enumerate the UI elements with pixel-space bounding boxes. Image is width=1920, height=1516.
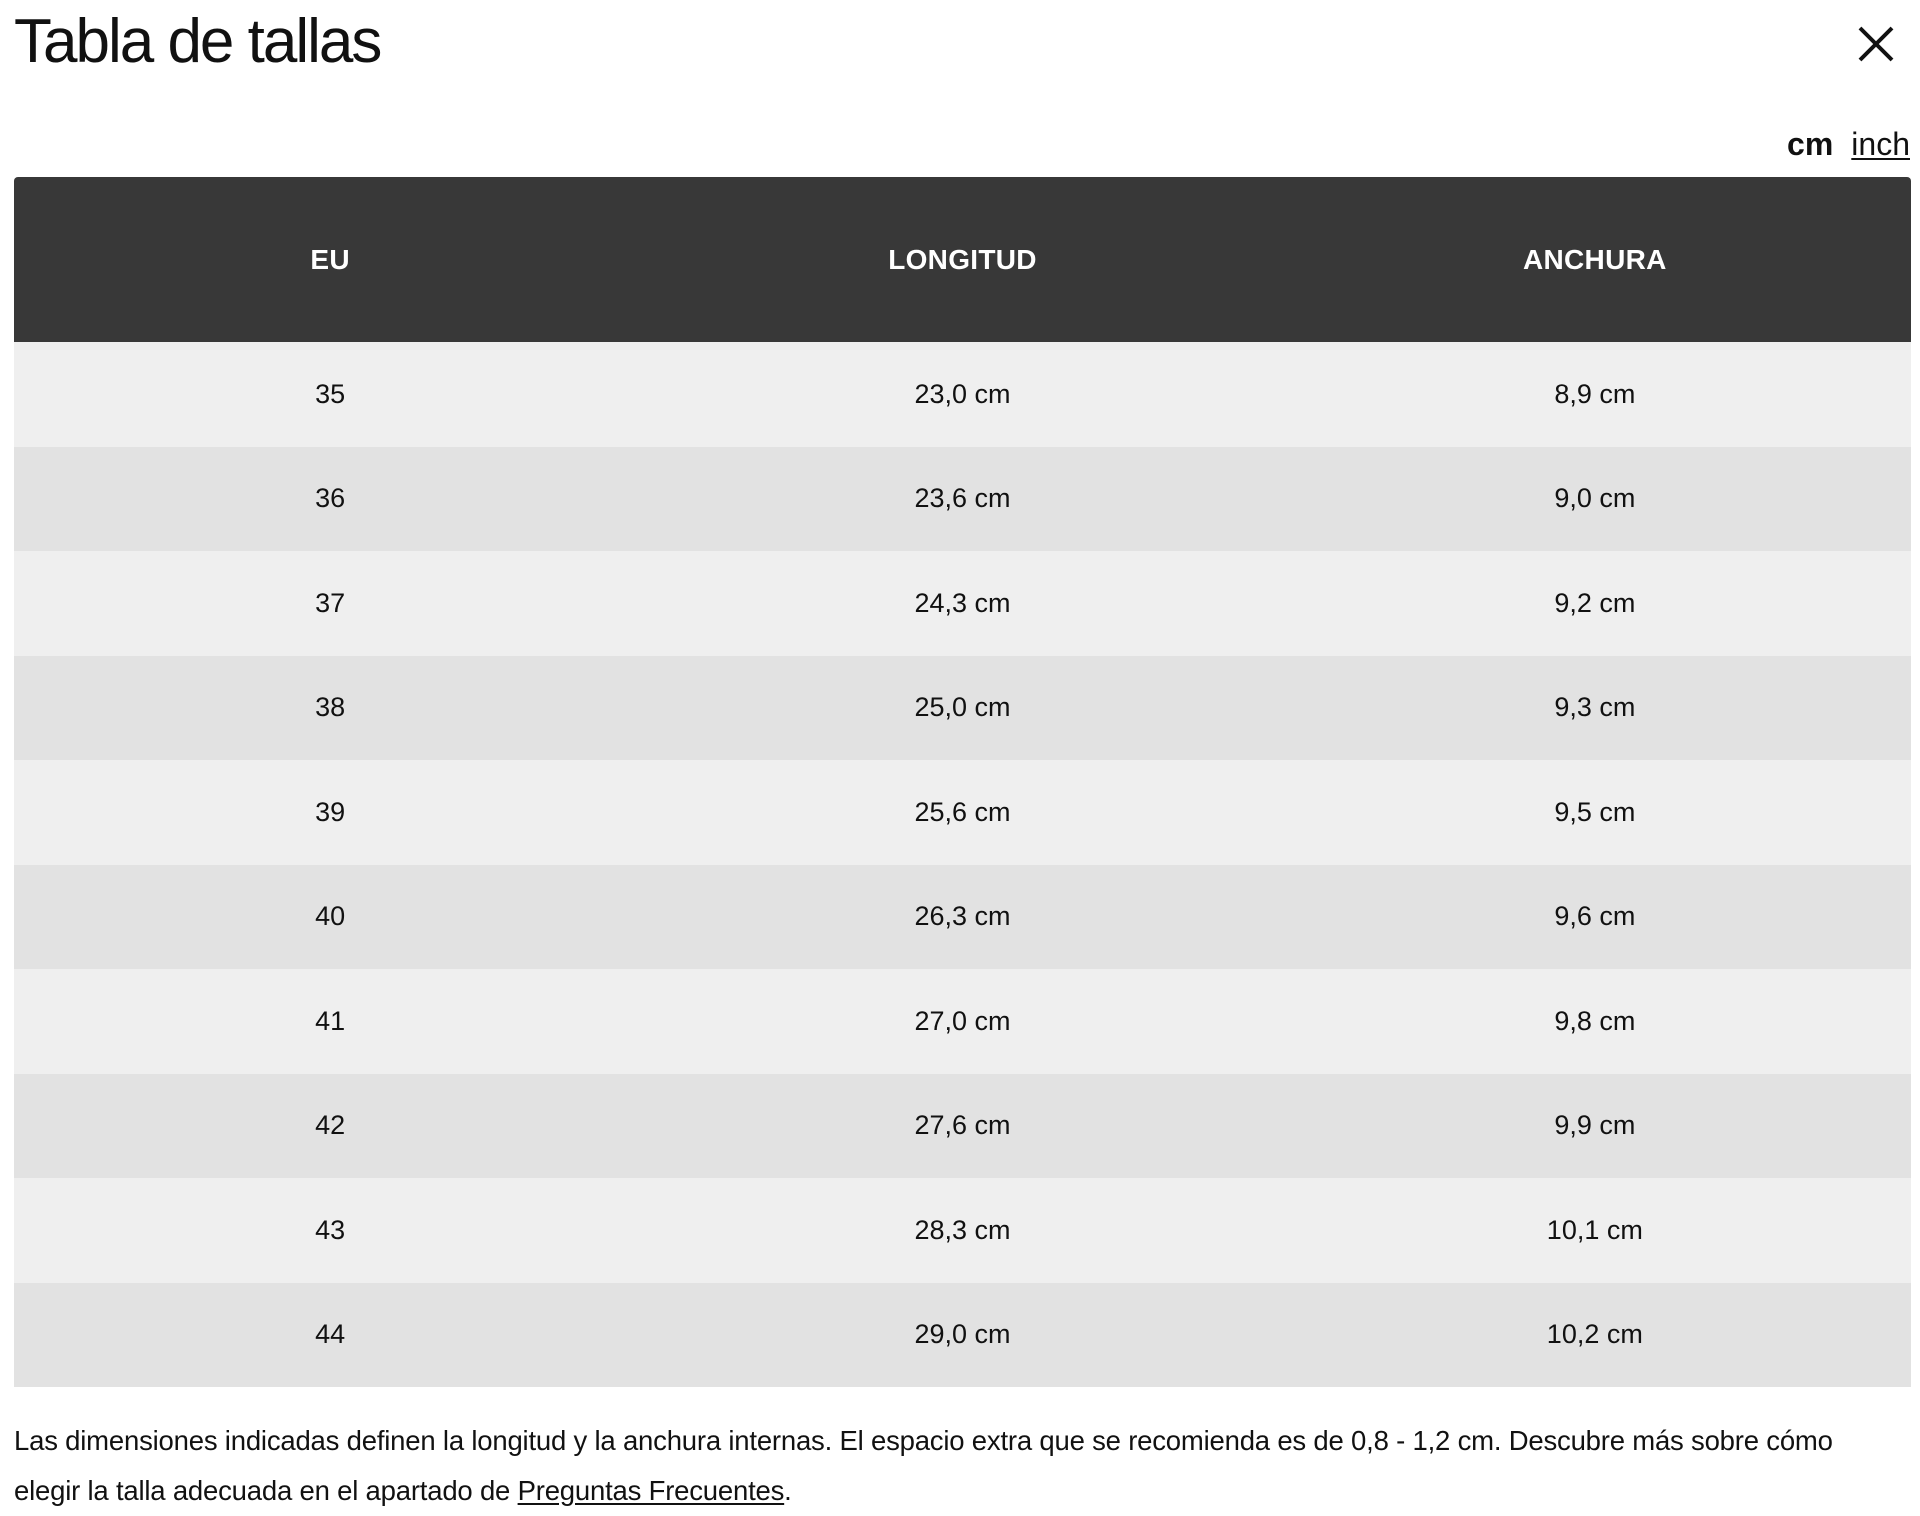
- size-note-text: Las dimensiones indicadas definen la longitud y la anchura internas. El espacio extra que se recomienda es de 0,8 - 1,2 cm. Descubre más sobre cómo elegir la talla adecuada en el apartado de: [14, 1425, 1833, 1506]
- size-table: [14, 177, 1911, 1387]
- cell-eu: 35: [14, 342, 646, 447]
- table-row: [14, 447, 1911, 552]
- cell-longitud: 23,0 cm: [646, 342, 1278, 447]
- table-row: [14, 969, 1911, 1074]
- table-row: [14, 1283, 1911, 1388]
- table-row: [14, 1074, 1911, 1179]
- cell-longitud: 29,0 cm: [646, 1283, 1278, 1388]
- cell-longitud: 23,6 cm: [646, 447, 1278, 552]
- cell-anchura: 9,0 cm: [1279, 447, 1911, 552]
- column-header-anchura: ANCHURA: [1279, 177, 1911, 342]
- column-header-longitud: LONGITUD: [646, 177, 1278, 342]
- cell-anchura: 10,2 cm: [1279, 1283, 1911, 1388]
- cell-anchura: 10,1 cm: [1279, 1178, 1911, 1283]
- cell-anchura: 9,5 cm: [1279, 760, 1911, 865]
- cell-eu: 37: [14, 551, 646, 656]
- cell-eu: 39: [14, 760, 646, 865]
- cell-anchura: 8,9 cm: [1279, 342, 1911, 447]
- size-note-end: .: [784, 1475, 792, 1506]
- column-header-eu: EU: [14, 177, 646, 342]
- unit-inch-link[interactable]: inch: [1851, 126, 1910, 162]
- unit-cm-option[interactable]: cm: [1787, 126, 1834, 162]
- cell-anchura: 9,9 cm: [1279, 1074, 1911, 1179]
- faq-link[interactable]: Preguntas Frecuentes: [517, 1475, 785, 1506]
- cell-longitud: 27,6 cm: [646, 1074, 1278, 1179]
- table-row: [14, 656, 1911, 761]
- table-header-row: [14, 177, 1911, 342]
- cell-longitud: 24,3 cm: [646, 551, 1278, 656]
- cell-eu: 41: [14, 969, 646, 1074]
- cell-longitud: 26,3 cm: [646, 865, 1278, 970]
- table-row: [14, 1178, 1911, 1283]
- size-note: [14, 1416, 1904, 1516]
- table-row: [14, 551, 1911, 656]
- cell-anchura: 9,3 cm: [1279, 656, 1911, 761]
- cell-eu: 38: [14, 656, 646, 761]
- close-icon: [1854, 22, 1898, 66]
- cell-eu: 44: [14, 1283, 646, 1388]
- cell-longitud: 28,3 cm: [646, 1178, 1278, 1283]
- table-row: [14, 342, 1911, 447]
- cell-eu: 36: [14, 447, 646, 552]
- page-title: Tabla de tallas: [14, 7, 381, 76]
- cell-longitud: 25,6 cm: [646, 760, 1278, 865]
- table-row: [14, 865, 1911, 970]
- cell-longitud: 27,0 cm: [646, 969, 1278, 1074]
- cell-longitud: 25,0 cm: [646, 656, 1278, 761]
- cell-anchura: 9,8 cm: [1279, 969, 1911, 1074]
- table-row: [14, 760, 1911, 865]
- close-button[interactable]: [1854, 22, 1898, 66]
- cell-anchura: 9,6 cm: [1279, 865, 1911, 970]
- cell-eu: 40: [14, 865, 646, 970]
- cell-anchura: 9,2 cm: [1279, 551, 1911, 656]
- cell-eu: 42: [14, 1074, 646, 1179]
- unit-toggle: [1787, 124, 1910, 164]
- cell-eu: 43: [14, 1178, 646, 1283]
